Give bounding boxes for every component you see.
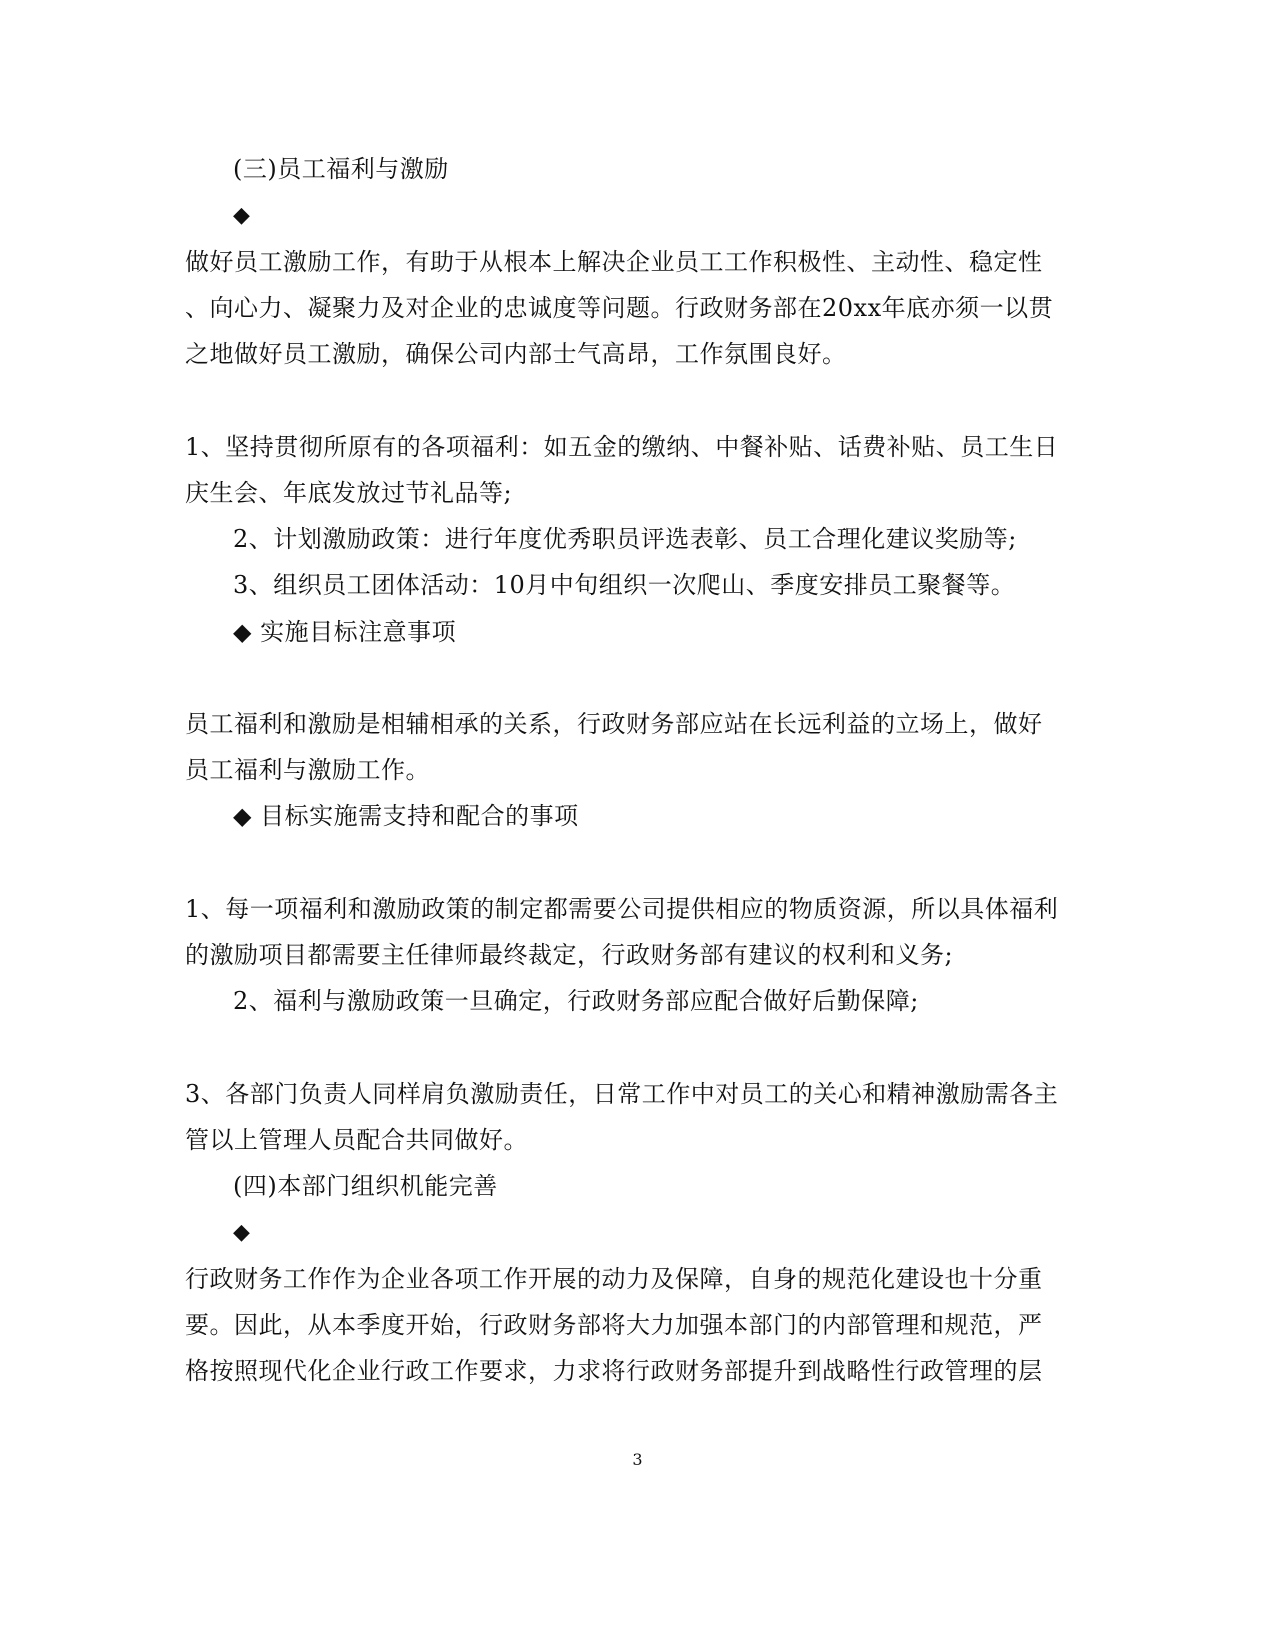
list-item-3-cont: 管以上管理人员配合共同做好。: [185, 1126, 528, 1154]
paragraph-line: 做好员工激励工作，有助于从根本上解决企业员工工作积极性、主动性、稳定性: [185, 248, 1043, 276]
list-item-2: 2、计划激励政策：进行年度优秀职员评选表彰、员工合理化建议奖励等;: [233, 525, 1017, 553]
list-item-2: 2、福利与激励政策一旦确定，行政财务部应配合做好后勤保障;: [233, 987, 919, 1015]
page-number: 3: [632, 1450, 643, 1469]
paragraph-line: 员工福利与激励工作。: [185, 756, 430, 784]
list-item-3: 3、组织员工团体活动：10月中旬组织一次爬山、季度安排员工聚餐等。: [233, 571, 1016, 599]
list-item-1: 1、坚持贯彻所原有的各项福利：如五金的缴纳、中餐补贴、话费补贴、员工生日: [185, 433, 1059, 461]
section-heading-4: (四)本部门组织机能完善: [233, 1172, 498, 1200]
list-item-1-cont: 的激励项目都需要主任律师最终裁定，行政财务部有建议的权利和义务;: [185, 941, 954, 969]
diamond-bullet: ◆: [233, 203, 251, 228]
section-heading-3: (三)员工福利与激励: [233, 155, 449, 183]
subheading-support-items: ◆ 目标实施需支持和配合的事项: [233, 802, 579, 830]
subheading-implementation-notes: ◆ 实施目标注意事项: [233, 618, 457, 646]
paragraph-line: 行政财务工作作为企业各项工作开展的动力及保障，自身的规范化建设也十分重: [185, 1265, 1043, 1293]
paragraph-line: 之地做好员工激励，确保公司内部士气高昂，工作氛围良好。: [185, 340, 847, 368]
paragraph-line: 格按照现代化企业行政工作要求，力求将行政财务部提升到战略性行政管理的层: [185, 1357, 1043, 1385]
paragraph-line: 要。因此，从本季度开始，行政财务部将大力加强本部门的内部管理和规范，严: [185, 1311, 1043, 1339]
diamond-bullet: ◆: [233, 1220, 251, 1245]
paragraph-line: 员工福利和激励是相辅相承的关系，行政财务部应站在长远利益的立场上，做好: [185, 710, 1043, 738]
list-item-1: 1、每一项福利和激励政策的制定都需要公司提供相应的物质资源，所以具体福利: [185, 895, 1059, 923]
list-item-3: 3、各部门负责人同样肩负激励责任，日常工作中对员工的关心和精神激励需各主: [185, 1080, 1059, 1108]
paragraph-line: 、向心力、凝聚力及对企业的忠诚度等问题。行政财务部在20xx年底亦须一以贯: [185, 294, 1054, 322]
list-item-1-cont: 庆生会、年底发放过节礼品等;: [185, 479, 513, 507]
